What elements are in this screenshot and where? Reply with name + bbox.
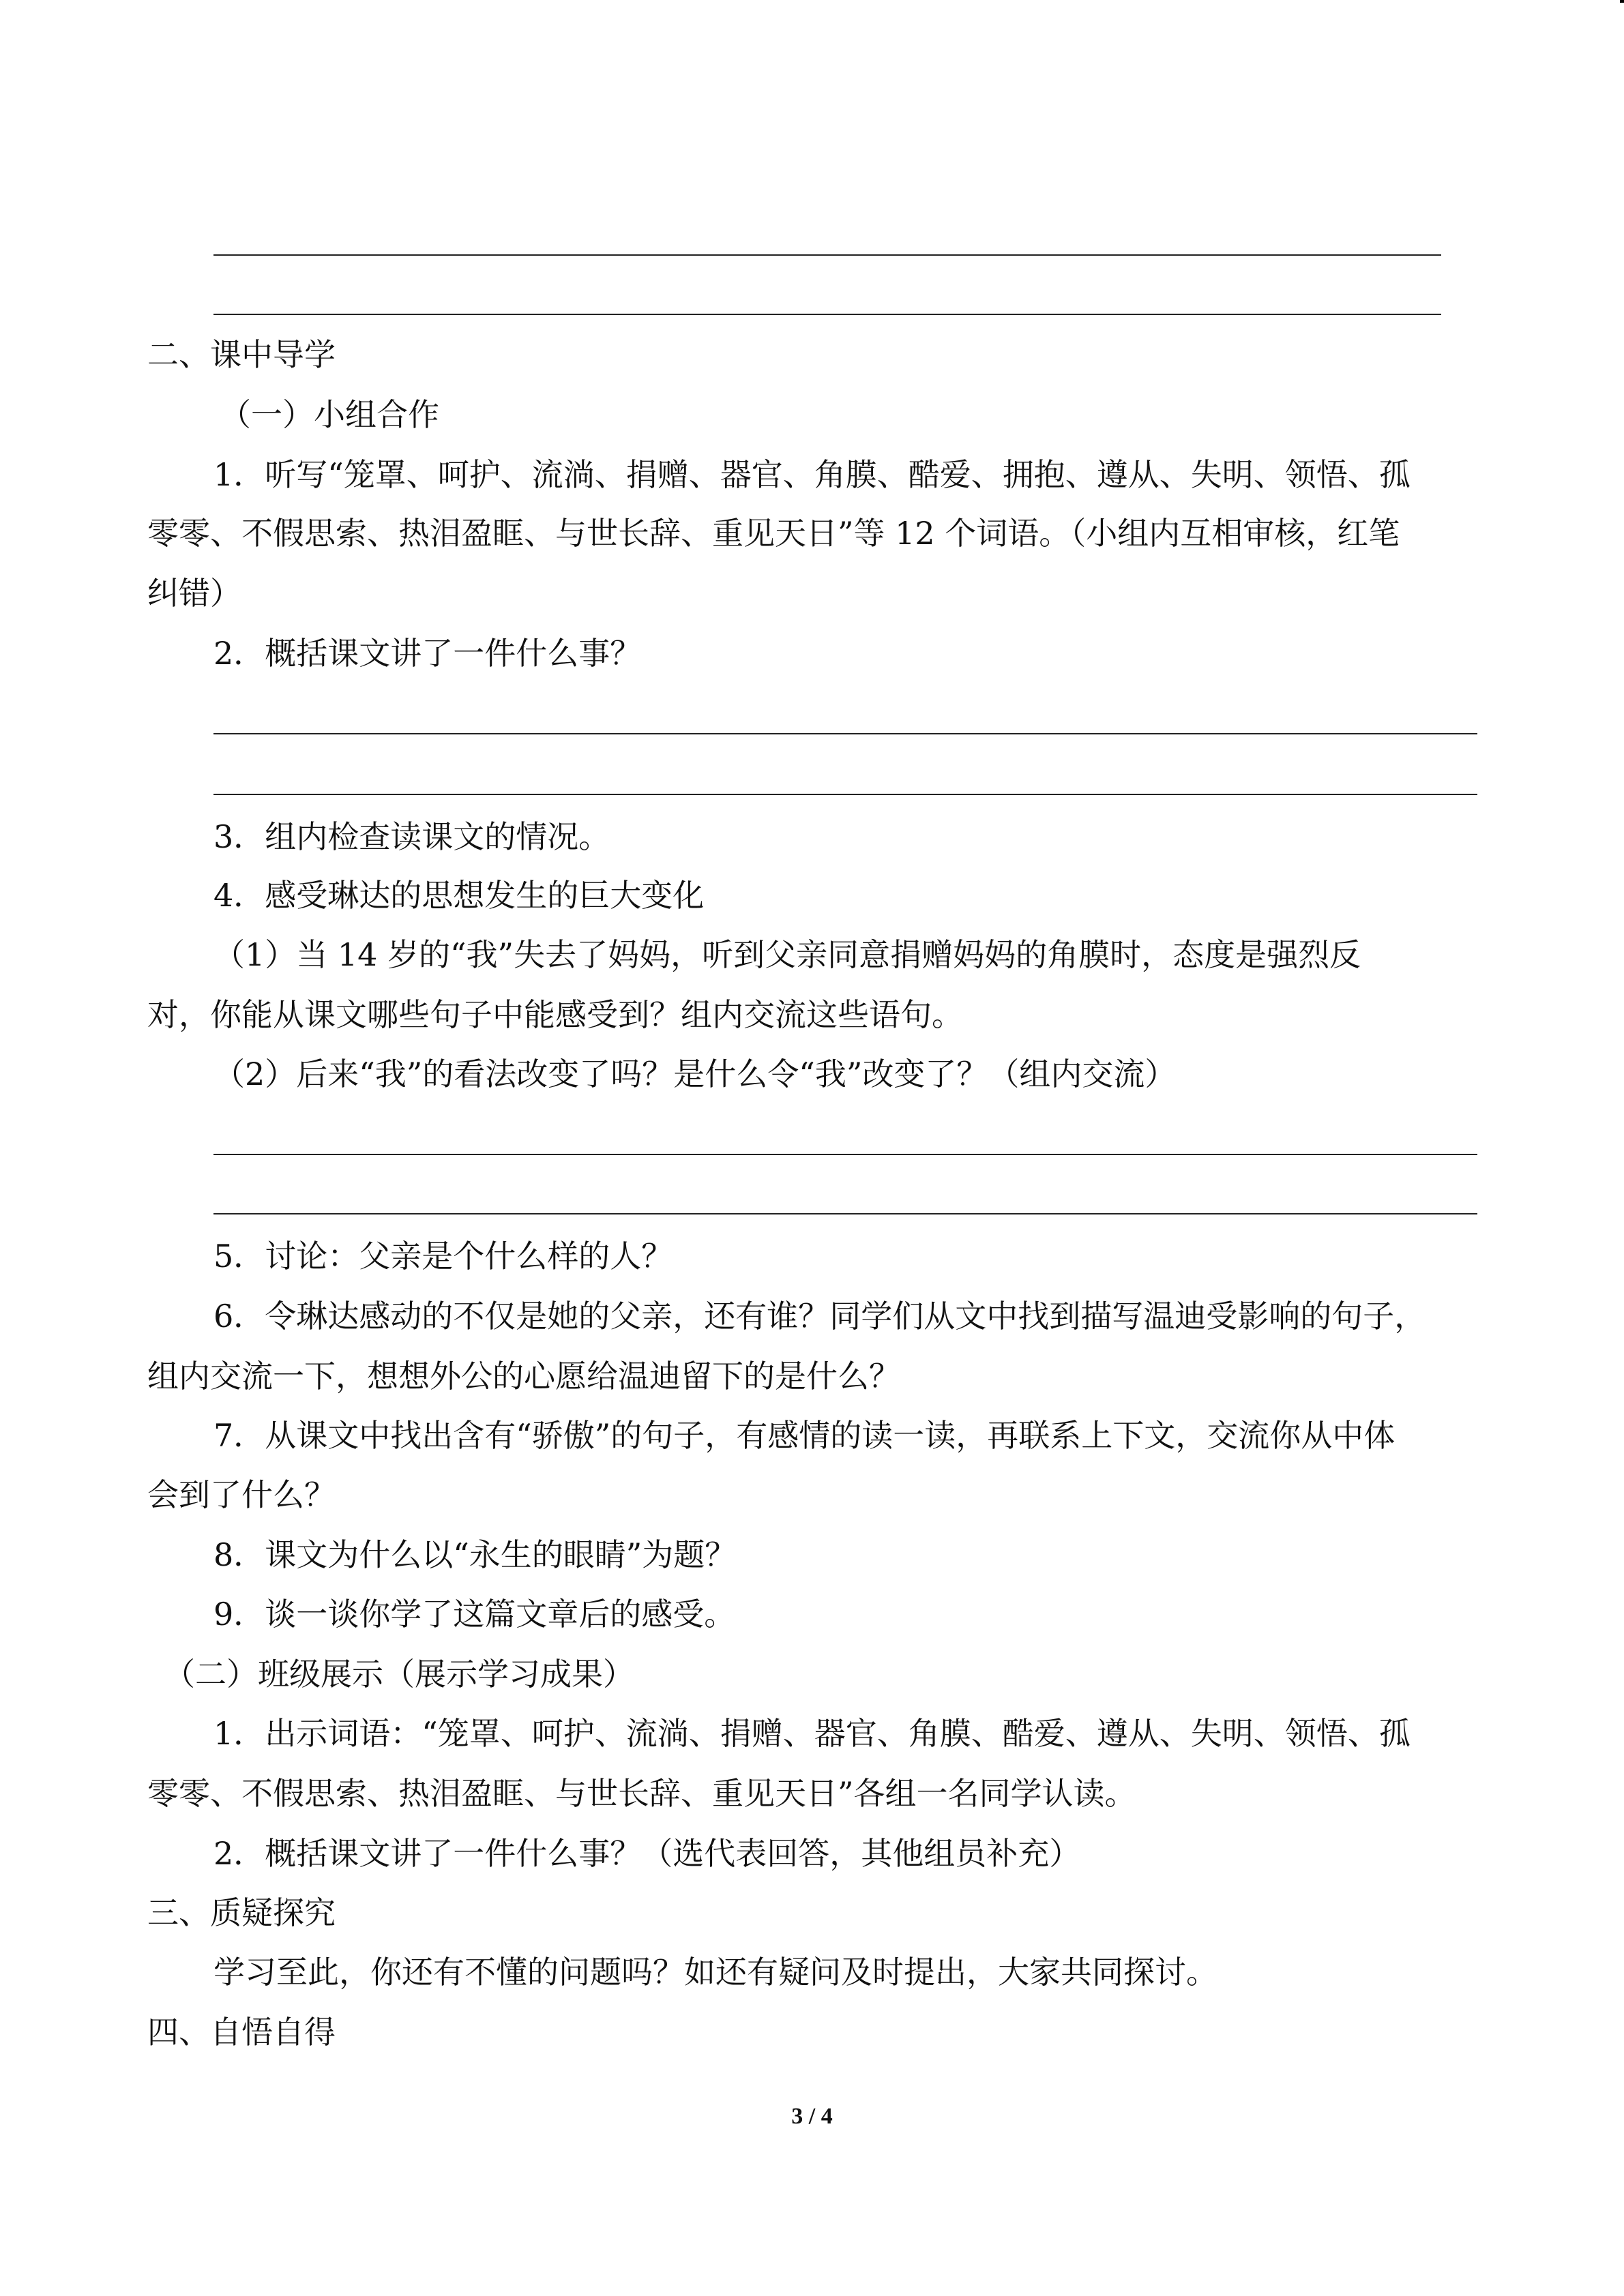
item-4-1-line-1: （1）当 14 岁的“我”失去了妈妈，听到父亲同意捐赠妈妈的角膜时，态度是强烈反 [213, 936, 1361, 973]
show-2: 2．概括课文讲了一件什么事？（选代表回答，其他组员补充） [213, 1835, 1081, 1872]
answer-line [213, 794, 1477, 795]
subsection-heading-class-show: （二）班级展示（展示学习成果） [164, 1656, 634, 1693]
item-5: 5．讨论：父亲是个什么样的人？ [213, 1238, 673, 1274]
item-4-2: （2）后来“我”的看法改变了吗？是什么令“我”改变了？（组内交流） [213, 1056, 1177, 1092]
item-8: 8．课文为什么以“永生的眼睛”为题？ [213, 1536, 737, 1573]
section-heading-3: 三、质疑探究 [147, 1894, 336, 1931]
item-2: 2．概括课文讲了一件什么事？ [213, 635, 642, 672]
subsection-heading-group-work: （一）小组合作 [220, 396, 439, 433]
item-3: 3．组内检查读课文的情况。 [213, 818, 610, 855]
item-1-line-2: 零零、不假思索、热泪盈眶、与世长辞、重见天日”等 12 个词语。（小组内互相审核，红笔 [147, 515, 1400, 552]
show-1-line-2: 零零、不假思索、热泪盈眶、与世长辞、重见天日”各组一名同学认读。 [147, 1775, 1136, 1812]
item-7-line-1: 7．从课文中找出含有“骄傲”的句子，有感情的读一读，再联系上下文，交流你从中体 [213, 1417, 1396, 1454]
answer-line [213, 733, 1477, 734]
section-3-body: 学习至此，你还有不懂的问题吗？如还有疑问及时提出，大家共同探讨。 [213, 1954, 1217, 1991]
item-4-1-line-2: 对，你能从课文哪些句子中能感受到？组内交流这些语句。 [147, 996, 963, 1033]
answer-line [213, 1154, 1477, 1155]
section-heading-2: 二、课中导学 [147, 336, 336, 373]
answer-line [213, 314, 1441, 315]
page-corner-mark [1620, 0, 1624, 3]
item-9: 9．谈一谈你学了这篇文章后的感受。 [213, 1596, 736, 1632]
page-number: 3 / 4 [791, 2104, 833, 2129]
answer-line [213, 254, 1441, 256]
item-7-line-2: 会到了什么？ [147, 1476, 336, 1513]
item-1-line-1: 1．听写“笼罩、呵护、流淌、捐赠、器官、角膜、酷爱、拥抱、遵从、失明、领悟、孤 [213, 456, 1411, 493]
item-4: 4．感受琳达的思想发生的巨大变化 [213, 877, 705, 914]
item-6-line-1: 6．令琳达感动的不仅是她的父亲，还有谁？同学们从文中找到描写温迪受影响的句子， [213, 1298, 1426, 1335]
item-6-line-2: 组内交流一下，想想外公的心愿给温迪留下的是什么？ [147, 1358, 900, 1395]
item-1-line-3: 纠错） [147, 575, 241, 612]
section-heading-4: 四、自悟自得 [147, 2014, 336, 2051]
show-1-line-1: 1．出示词语：“笼罩、呵护、流淌、捐赠、器官、角膜、酷爱、遵从、失明、领悟、孤 [213, 1715, 1411, 1752]
answer-line [213, 1213, 1477, 1214]
